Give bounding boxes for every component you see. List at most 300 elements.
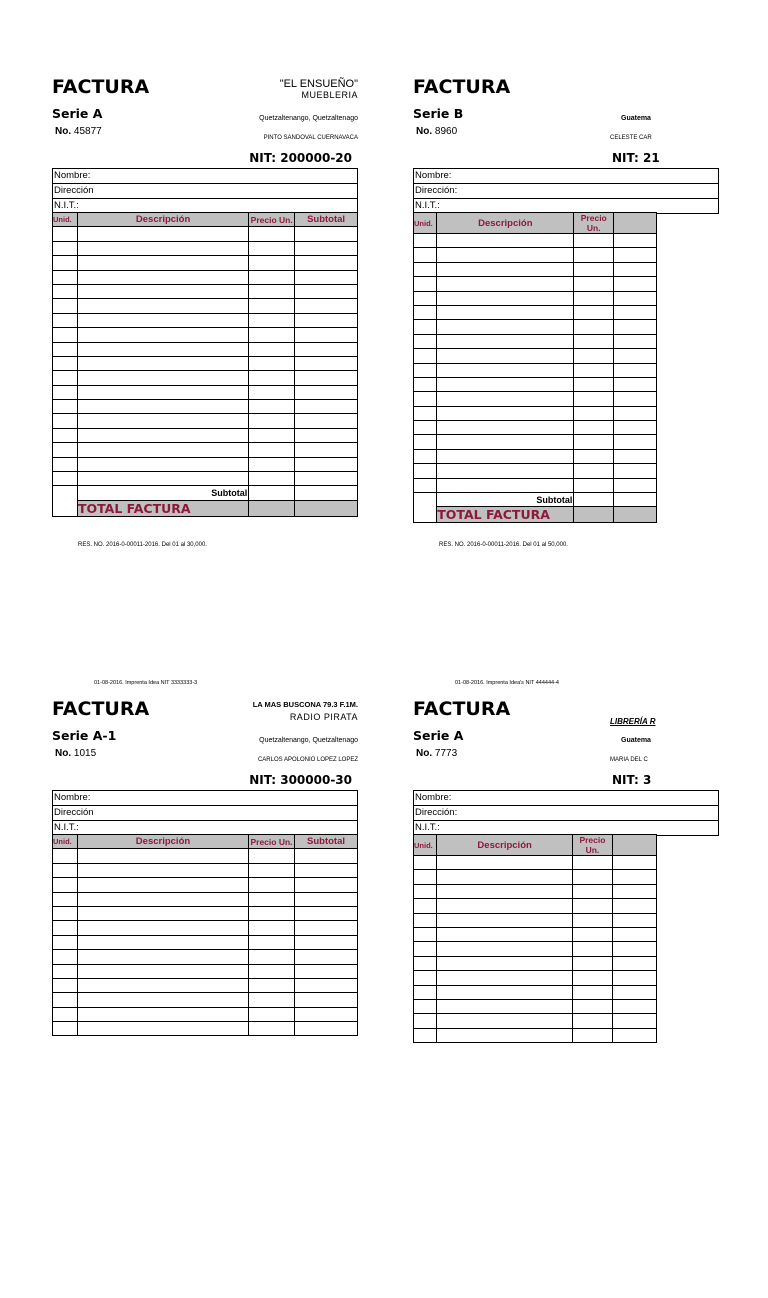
- table-cell[interactable]: [437, 334, 574, 348]
- table-cell[interactable]: [249, 428, 295, 442]
- customer-nit-field[interactable]: N.I.T.:: [54, 822, 79, 833]
- table-cell[interactable]: [613, 899, 657, 913]
- table-cell[interactable]: [249, 921, 295, 935]
- table-row: [53, 993, 358, 1007]
- table-cell[interactable]: [614, 248, 657, 262]
- table-cell[interactable]: [78, 892, 249, 906]
- table-cell[interactable]: [249, 342, 295, 356]
- table-cell[interactable]: [614, 435, 657, 449]
- table-cell[interactable]: [437, 392, 574, 406]
- table-cell[interactable]: [78, 950, 249, 964]
- table-cell[interactable]: [414, 985, 437, 999]
- table-cell[interactable]: [249, 978, 295, 992]
- business-header-line1: "EL ENSUEÑO": [279, 78, 358, 90]
- table-cell[interactable]: [414, 464, 437, 478]
- total-row: [53, 500, 358, 516]
- table-cell[interactable]: [249, 993, 295, 1007]
- total-value-cell[interactable]: [614, 507, 657, 523]
- customer-address-field[interactable]: Dirección:: [414, 806, 718, 821]
- invoice-title: FACTURA: [52, 76, 150, 98]
- table-cell[interactable]: [437, 291, 574, 305]
- table-cell[interactable]: [53, 356, 78, 370]
- table-cell[interactable]: [295, 443, 358, 457]
- table-cell[interactable]: [249, 950, 295, 964]
- table-cell[interactable]: [614, 421, 657, 435]
- table-cell[interactable]: [414, 942, 437, 956]
- table-cell[interactable]: [414, 478, 437, 492]
- table-cell[interactable]: [77, 443, 248, 457]
- table-cell[interactable]: [437, 971, 572, 985]
- table-cell[interactable]: [614, 392, 657, 406]
- table-cell[interactable]: [437, 464, 574, 478]
- table-cell[interactable]: [295, 400, 358, 414]
- col-description-header: Descripción: [437, 213, 574, 234]
- table-cell[interactable]: [249, 414, 295, 428]
- table-cell[interactable]: [437, 262, 574, 276]
- table-cell[interactable]: [437, 956, 572, 970]
- table-cell[interactable]: [437, 985, 572, 999]
- customer-nit-field[interactable]: N.I.T.:: [415, 200, 440, 211]
- table-cell[interactable]: [77, 472, 248, 486]
- table-cell[interactable]: [613, 999, 657, 1013]
- table-cell[interactable]: [572, 870, 612, 884]
- table-cell[interactable]: [53, 256, 78, 270]
- table-cell[interactable]: [414, 234, 437, 248]
- customer-address-field[interactable]: Dirección: [53, 184, 357, 199]
- table-cell[interactable]: [295, 950, 358, 964]
- subtotal-blank-cell: [414, 493, 437, 507]
- table-cell[interactable]: [414, 363, 437, 377]
- table-cell[interactable]: [414, 971, 437, 985]
- table-cell[interactable]: [414, 927, 437, 941]
- table-cell[interactable]: [614, 363, 657, 377]
- table-cell[interactable]: [77, 342, 248, 356]
- table-cell[interactable]: [53, 371, 78, 385]
- table-cell[interactable]: [572, 1014, 612, 1028]
- table-cell[interactable]: [574, 478, 614, 492]
- table-cell[interactable]: [53, 299, 78, 313]
- table-cell[interactable]: [437, 899, 572, 913]
- subtotal-value-cell[interactable]: [614, 493, 657, 507]
- table-cell[interactable]: [613, 870, 657, 884]
- table-cell[interactable]: [572, 856, 612, 870]
- table-cell[interactable]: [613, 942, 657, 956]
- table-cell[interactable]: [77, 414, 248, 428]
- table-cell[interactable]: [574, 277, 614, 291]
- table-cell[interactable]: [53, 892, 78, 906]
- table-cell[interactable]: [414, 421, 437, 435]
- table-cell[interactable]: [437, 942, 572, 956]
- table-cell[interactable]: [53, 428, 78, 442]
- items-table: [413, 834, 657, 1043]
- table-cell[interactable]: [572, 999, 612, 1013]
- table-cell[interactable]: [249, 964, 295, 978]
- table-cell[interactable]: [574, 449, 614, 463]
- table-cell[interactable]: [249, 1022, 295, 1036]
- table-cell[interactable]: [574, 435, 614, 449]
- table-cell[interactable]: [414, 899, 437, 913]
- table-cell[interactable]: [614, 449, 657, 463]
- table-cell[interactable]: [77, 241, 248, 255]
- table-cell[interactable]: [53, 964, 78, 978]
- table-cell[interactable]: [414, 277, 437, 291]
- table-cell[interactable]: [437, 406, 574, 420]
- table-cell[interactable]: [614, 478, 657, 492]
- table-cell[interactable]: [78, 1022, 249, 1036]
- table-cell[interactable]: [53, 950, 78, 964]
- customer-name-field[interactable]: Nombre:: [414, 169, 718, 184]
- table-cell[interactable]: [574, 234, 614, 248]
- table-cell[interactable]: [249, 878, 295, 892]
- table-cell[interactable]: [437, 856, 572, 870]
- table-cell[interactable]: [77, 371, 248, 385]
- table-cell[interactable]: [437, 884, 572, 898]
- table-row: [414, 277, 657, 291]
- table-cell[interactable]: [437, 248, 574, 262]
- table-cell[interactable]: [78, 1007, 249, 1021]
- table-cell[interactable]: [572, 913, 612, 927]
- table-cell[interactable]: [53, 385, 78, 399]
- table-cell[interactable]: [295, 270, 358, 284]
- table-cell[interactable]: [78, 993, 249, 1007]
- table-cell[interactable]: [249, 241, 295, 255]
- table-cell[interactable]: [437, 999, 572, 1013]
- table-cell[interactable]: [249, 849, 295, 863]
- customer-nit-field[interactable]: N.I.T.:: [415, 822, 440, 833]
- table-cell[interactable]: [53, 342, 78, 356]
- table-cell[interactable]: [295, 428, 358, 442]
- table-cell[interactable]: [295, 906, 358, 920]
- table-cell[interactable]: [572, 1028, 612, 1042]
- table-cell[interactable]: [437, 1028, 572, 1042]
- table-cell[interactable]: [613, 1014, 657, 1028]
- table-cell[interactable]: [53, 906, 78, 920]
- table-cell[interactable]: [249, 400, 295, 414]
- table-cell[interactable]: [53, 241, 78, 255]
- table-cell[interactable]: [295, 241, 358, 255]
- invoice-number-value: 7773: [434, 748, 458, 759]
- table-cell[interactable]: [77, 256, 248, 270]
- table-cell[interactable]: [614, 234, 657, 248]
- table-cell[interactable]: [249, 863, 295, 877]
- table-cell[interactable]: [613, 1028, 657, 1042]
- table-cell[interactable]: [249, 385, 295, 399]
- table-cell[interactable]: [414, 884, 437, 898]
- table-cell[interactable]: [437, 913, 572, 927]
- table-cell[interactable]: [614, 320, 657, 334]
- table-cell[interactable]: [295, 299, 358, 313]
- table-cell[interactable]: [295, 371, 358, 385]
- table-row: [414, 985, 657, 999]
- table-cell[interactable]: [574, 464, 614, 478]
- table-cell[interactable]: [295, 964, 358, 978]
- table-cell[interactable]: [437, 435, 574, 449]
- table-cell[interactable]: [53, 443, 78, 457]
- table-cell[interactable]: [414, 435, 437, 449]
- table-cell[interactable]: [414, 349, 437, 363]
- table-cell[interactable]: [295, 1022, 358, 1036]
- table-row: [414, 320, 657, 334]
- table-cell[interactable]: [249, 371, 295, 385]
- table-cell[interactable]: [295, 457, 358, 471]
- table-cell[interactable]: [572, 899, 612, 913]
- table-cell[interactable]: [414, 262, 437, 276]
- table-cell[interactable]: [53, 472, 78, 486]
- table-cell[interactable]: [613, 956, 657, 970]
- table-cell[interactable]: [77, 227, 248, 241]
- table-cell[interactable]: [572, 956, 612, 970]
- table-row: [53, 443, 358, 457]
- table-cell[interactable]: [414, 1028, 437, 1042]
- table-cell[interactable]: [574, 377, 614, 391]
- table-cell[interactable]: [614, 406, 657, 420]
- table-cell[interactable]: [77, 284, 248, 298]
- table-cell[interactable]: [249, 227, 295, 241]
- table-cell[interactable]: [53, 849, 78, 863]
- table-cell[interactable]: [613, 971, 657, 985]
- table-cell[interactable]: [574, 334, 614, 348]
- table-cell[interactable]: [53, 863, 78, 877]
- total-label: TOTAL FACTURA: [77, 500, 248, 516]
- table-cell[interactable]: [437, 478, 574, 492]
- table-cell[interactable]: [53, 400, 78, 414]
- table-cell[interactable]: [414, 856, 437, 870]
- table-row: [414, 248, 657, 262]
- table-cell[interactable]: [614, 377, 657, 391]
- customer-nit-field[interactable]: N.I.T.:: [54, 200, 79, 211]
- table-cell[interactable]: [437, 421, 574, 435]
- table-cell[interactable]: [613, 856, 657, 870]
- table-cell[interactable]: [295, 328, 358, 342]
- table-cell[interactable]: [574, 320, 614, 334]
- table-cell[interactable]: [437, 349, 574, 363]
- table-cell[interactable]: [53, 993, 78, 1007]
- table-cell[interactable]: [437, 377, 574, 391]
- table-cell[interactable]: [295, 342, 358, 356]
- table-cell[interactable]: [78, 849, 249, 863]
- table-cell[interactable]: [295, 385, 358, 399]
- table-cell[interactable]: [437, 234, 574, 248]
- table-cell[interactable]: [414, 999, 437, 1013]
- table-cell[interactable]: [414, 248, 437, 262]
- table-row: [414, 870, 657, 884]
- table-cell[interactable]: [614, 305, 657, 319]
- table-cell[interactable]: [53, 270, 78, 284]
- table-cell[interactable]: [295, 993, 358, 1007]
- table-cell[interactable]: [249, 256, 295, 270]
- table-cell[interactable]: [572, 927, 612, 941]
- total-value-cell[interactable]: [295, 500, 358, 516]
- table-cell[interactable]: [437, 305, 574, 319]
- table-row: [53, 921, 358, 935]
- table-row: [53, 892, 358, 906]
- table-cell[interactable]: [613, 927, 657, 941]
- table-cell[interactable]: [295, 921, 358, 935]
- table-cell[interactable]: [249, 299, 295, 313]
- table-cell[interactable]: [249, 935, 295, 949]
- business-owner: CARLOS APOLONIO LOPEZ LOPEZ: [257, 757, 358, 763]
- table-cell[interactable]: [574, 421, 614, 435]
- table-cell[interactable]: [295, 849, 358, 863]
- table-cell[interactable]: [614, 277, 657, 291]
- subtotal-label: Subtotal: [77, 486, 248, 500]
- table-cell[interactable]: [78, 863, 249, 877]
- customer-address-field[interactable]: Dirección:: [414, 184, 718, 199]
- table-cell[interactable]: [574, 363, 614, 377]
- subtotal-value-cell[interactable]: [295, 486, 358, 500]
- table-cell[interactable]: [295, 878, 358, 892]
- table-cell[interactable]: [614, 262, 657, 276]
- table-cell[interactable]: [78, 878, 249, 892]
- subtotal-blank-cell: [574, 493, 614, 507]
- customer-name-field[interactable]: Nombre:: [414, 791, 718, 806]
- business-location: Guatema: [621, 737, 651, 744]
- table-cell[interactable]: [613, 884, 657, 898]
- table-cell[interactable]: [574, 248, 614, 262]
- table-cell[interactable]: [414, 1014, 437, 1028]
- table-cell[interactable]: [77, 313, 248, 327]
- table-cell[interactable]: [77, 428, 248, 442]
- customer-info-box: [52, 790, 358, 836]
- table-cell[interactable]: [249, 906, 295, 920]
- col-subtotal-header: [614, 213, 657, 234]
- table-cell[interactable]: [295, 414, 358, 428]
- table-cell[interactable]: [414, 334, 437, 348]
- table-cell[interactable]: [53, 1007, 78, 1021]
- table-row: [414, 262, 657, 276]
- table-cell[interactable]: [613, 913, 657, 927]
- table-cell[interactable]: [414, 870, 437, 884]
- table-cell[interactable]: [295, 1007, 358, 1021]
- table-cell[interactable]: [53, 878, 78, 892]
- table-cell[interactable]: [614, 334, 657, 348]
- table-row: [53, 241, 358, 255]
- table-cell[interactable]: [53, 935, 78, 949]
- table-cell[interactable]: [437, 363, 574, 377]
- table-cell[interactable]: [414, 320, 437, 334]
- table-cell[interactable]: [295, 356, 358, 370]
- table-cell[interactable]: [437, 449, 574, 463]
- table-row: [414, 334, 657, 348]
- customer-name-field[interactable]: Nombre:: [53, 791, 357, 806]
- table-cell[interactable]: [295, 935, 358, 949]
- table-cell[interactable]: [78, 978, 249, 992]
- table-cell[interactable]: [249, 328, 295, 342]
- printer-footer: 01-08-2016. Imprenta Idea's NIT 444444-4: [455, 680, 559, 686]
- table-cell[interactable]: [414, 392, 437, 406]
- table-cell[interactable]: [414, 956, 437, 970]
- table-cell[interactable]: [249, 356, 295, 370]
- table-cell[interactable]: [53, 328, 78, 342]
- table-cell[interactable]: [249, 457, 295, 471]
- table-cell[interactable]: [77, 328, 248, 342]
- table-cell[interactable]: [414, 913, 437, 927]
- customer-address-field[interactable]: Dirección: [53, 806, 357, 821]
- table-cell[interactable]: [414, 449, 437, 463]
- table-cell[interactable]: [614, 291, 657, 305]
- table-cell[interactable]: [414, 291, 437, 305]
- table-cell[interactable]: [77, 270, 248, 284]
- table-cell[interactable]: [437, 277, 574, 291]
- table-cell[interactable]: [78, 906, 249, 920]
- table-cell[interactable]: [614, 464, 657, 478]
- table-cell[interactable]: [295, 313, 358, 327]
- table-cell[interactable]: [77, 457, 248, 471]
- table-cell[interactable]: [249, 892, 295, 906]
- table-cell[interactable]: [437, 927, 572, 941]
- table-cell[interactable]: [78, 964, 249, 978]
- table-cell[interactable]: [77, 385, 248, 399]
- table-cell[interactable]: [53, 921, 78, 935]
- table-cell[interactable]: [574, 392, 614, 406]
- table-cell[interactable]: [249, 270, 295, 284]
- table-cell[interactable]: [437, 870, 572, 884]
- table-cell[interactable]: [249, 1007, 295, 1021]
- table-cell[interactable]: [78, 935, 249, 949]
- table-cell[interactable]: [572, 942, 612, 956]
- table-cell[interactable]: [414, 377, 437, 391]
- table-cell[interactable]: [295, 978, 358, 992]
- table-cell[interactable]: [574, 291, 614, 305]
- table-cell[interactable]: [53, 227, 78, 241]
- table-row: [414, 956, 657, 970]
- table-cell[interactable]: [249, 443, 295, 457]
- table-cell[interactable]: [295, 892, 358, 906]
- table-cell[interactable]: [414, 406, 437, 420]
- table-cell[interactable]: [437, 1014, 572, 1028]
- table-row: [53, 313, 358, 327]
- table-cell[interactable]: [77, 356, 248, 370]
- table-cell[interactable]: [574, 349, 614, 363]
- table-cell[interactable]: [249, 284, 295, 298]
- table-cell[interactable]: [53, 978, 78, 992]
- table-cell[interactable]: [574, 262, 614, 276]
- table-cell[interactable]: [295, 256, 358, 270]
- business-location: Guatema: [621, 115, 651, 122]
- col-unit-price-header: Precio Un.: [574, 213, 614, 234]
- table-cell[interactable]: [77, 299, 248, 313]
- table-cell[interactable]: [53, 414, 78, 428]
- table-cell[interactable]: [53, 457, 78, 471]
- customer-name-field[interactable]: Nombre:: [53, 169, 357, 184]
- table-cell[interactable]: [53, 1022, 78, 1036]
- table-cell[interactable]: [295, 227, 358, 241]
- table-cell[interactable]: [53, 313, 78, 327]
- items-table: [52, 212, 358, 517]
- table-cell[interactable]: [437, 320, 574, 334]
- table-cell[interactable]: [613, 985, 657, 999]
- business-location: Quetzaltenango, Quetzaltenago: [259, 115, 358, 122]
- table-cell[interactable]: [295, 472, 358, 486]
- table-cell[interactable]: [614, 349, 657, 363]
- table-row: [414, 478, 657, 492]
- table-cell[interactable]: [295, 284, 358, 298]
- table-cell[interactable]: [53, 284, 78, 298]
- table-cell[interactable]: [295, 863, 358, 877]
- table-cell[interactable]: [249, 472, 295, 486]
- col-unid-header: Unid.: [53, 213, 78, 227]
- table-cell[interactable]: [572, 884, 612, 898]
- table-cell[interactable]: [78, 921, 249, 935]
- table-cell[interactable]: [572, 971, 612, 985]
- table-cell[interactable]: [77, 400, 248, 414]
- table-cell[interactable]: [574, 305, 614, 319]
- table-row: [53, 270, 358, 284]
- table-cell[interactable]: [249, 313, 295, 327]
- table-cell[interactable]: [572, 985, 612, 999]
- table-cell[interactable]: [574, 406, 614, 420]
- table-cell[interactable]: [414, 305, 437, 319]
